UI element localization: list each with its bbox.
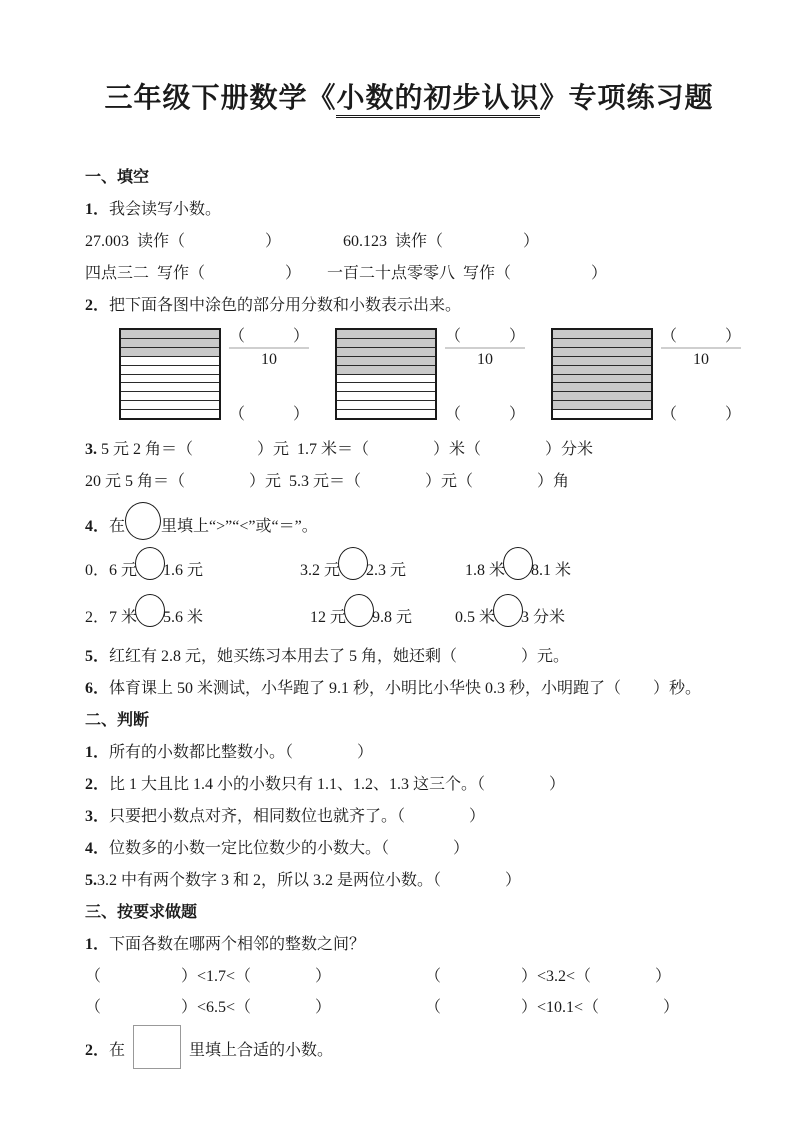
- judge-5-number: 5.: [85, 872, 97, 889]
- compare-item: [465, 547, 571, 594]
- q2-label: [85, 290, 733, 322]
- q4-pre: 在: [109, 518, 126, 535]
- q1-write-left: 四点三二 写作（ ）: [85, 265, 302, 282]
- shaded-grid-row: [121, 348, 219, 357]
- grid-3-denominator: 10: [693, 351, 710, 368]
- grid-row: [121, 375, 219, 384]
- answer-circle-icon: [503, 547, 533, 580]
- s3-q1-text: 下面各数在哪两个相邻的整数之间？: [109, 936, 366, 953]
- page-title: [85, 76, 733, 116]
- q3-line1: [85, 434, 733, 466]
- shaded-grid-row: [337, 348, 435, 357]
- grid-row: [121, 392, 219, 401]
- compare-item: [85, 594, 310, 641]
- answer-circle-icon: [344, 594, 374, 627]
- q1-label: [85, 194, 733, 226]
- q3-line2: [85, 466, 733, 498]
- s3-q2-pre: 在: [109, 1042, 126, 1059]
- q6-text: 体育课上 50 米测试，小华跑了 9.1 秒，小明比小华快 0.3 秒，小明跑了（ ）秒。: [109, 680, 702, 697]
- q5-number: 5．: [85, 648, 110, 665]
- q1-write-line: [85, 258, 733, 290]
- shaded-grid-row: [121, 330, 219, 339]
- grid-row: [553, 410, 651, 418]
- q4-number: 4．: [85, 518, 110, 535]
- compare-right: 9.8 元: [372, 609, 413, 626]
- shaded-grid-row: [337, 330, 435, 339]
- q2-number: 2．: [85, 297, 110, 314]
- between-blank: （ ）<3.2<（ ）: [425, 968, 672, 985]
- tenths-grid-1: [119, 328, 221, 420]
- judge-1-text: 所有的小数都比整数小。（ ）: [109, 744, 374, 761]
- shaded-grid-row: [553, 339, 651, 348]
- grid-2-fraction: [445, 328, 525, 369]
- shaded-grid-row: [553, 401, 651, 410]
- grid-2-numerator-blank: （ ）: [445, 328, 526, 345]
- q4-label: [85, 502, 733, 547]
- grid-row: [121, 410, 219, 418]
- fraction-bar: [445, 347, 525, 349]
- q2-text: 把下面各图中涂色的部分用分数和小数表示出来。: [109, 297, 462, 314]
- shaded-grid-row: [553, 330, 651, 339]
- grid-row: [337, 383, 435, 392]
- answer-box: [133, 1025, 181, 1069]
- compare-left: 2．7 米: [85, 609, 138, 626]
- grid-3-numerator-blank: （ ）: [661, 328, 742, 345]
- grid-row: [121, 383, 219, 392]
- grid-1-answers: [229, 328, 309, 424]
- s3-q1-number: 1．: [85, 936, 110, 953]
- section2-heading: 二、判断: [85, 712, 150, 729]
- grid-2-denominator: 10: [477, 351, 494, 368]
- judge-1-number: 1．: [85, 744, 110, 761]
- s3-q1-row-1: [85, 961, 733, 992]
- judge-4-text: 位数多的小数一定比位数少的小数大。（ ）: [109, 840, 470, 857]
- grid-row: [121, 366, 219, 375]
- q2-grid-figures: [119, 328, 742, 424]
- grid-row: [121, 401, 219, 410]
- fraction-bar: [229, 347, 309, 349]
- s3-q1-row-2: [85, 992, 733, 1023]
- grid-row: [337, 410, 435, 418]
- shaded-grid-row: [553, 392, 651, 401]
- judge-5-text: 3.2 中有两个数字 3 和 2，所以 3.2 是两位小数。（ ）: [97, 872, 522, 889]
- grid-figure-3: [551, 328, 741, 424]
- section1-heading: 一、填空: [85, 169, 150, 186]
- grid-2-decimal-blank: （ ）: [445, 406, 526, 423]
- compare-right: 5.6 米: [163, 609, 204, 626]
- grid-row: [337, 392, 435, 401]
- shaded-grid-row: [553, 366, 651, 375]
- title-post: 》专项练习题: [539, 83, 714, 114]
- q1-number: 1．: [85, 201, 110, 218]
- compare-left: 1.8 米: [465, 562, 506, 579]
- judge-item-1: [85, 737, 733, 769]
- judge-item-5: [85, 865, 733, 897]
- title-pre: 三年级下册数学《: [104, 83, 337, 114]
- compare-item: [300, 547, 465, 594]
- q1-read-right: 60.123 读作（ ）: [343, 233, 540, 250]
- grid-1-decimal-blank: （ ）: [229, 406, 310, 423]
- q3-line1-text: 5 元 2 角＝（ ）元 1.7 米＝（ ）米（ ）分米: [97, 441, 594, 458]
- q5-text: 红红有 2.8 元，她买练习本用去了 5 角，她还剩（ ）元。: [109, 648, 570, 665]
- judge-item-3: [85, 801, 733, 833]
- q3-line2-text: 20 元 5 角＝（ ）元 5.3 元＝（ ）元（ ）角: [85, 473, 570, 490]
- shaded-grid-row: [553, 348, 651, 357]
- fraction-bar: [661, 347, 741, 349]
- tenths-grid-2: [335, 328, 437, 420]
- q1-write-right: 一百二十点零零八 写作（ ）: [327, 265, 608, 282]
- between-blank: （ ）<1.7<（ ）: [85, 968, 332, 985]
- judge-4-number: 4．: [85, 840, 110, 857]
- compare-right: 1.6 元: [163, 562, 204, 579]
- judge-2-number: 2．: [85, 776, 110, 793]
- compare-left: 3.2 元: [300, 562, 341, 579]
- q6-number: 6．: [85, 680, 110, 697]
- grid-1-denominator: 10: [261, 351, 277, 368]
- q6-label: [85, 673, 733, 705]
- s3-q2-label: [85, 1025, 733, 1077]
- grid-3-answers: [661, 328, 741, 424]
- grid-row: [337, 375, 435, 384]
- shaded-grid-row: [337, 366, 435, 375]
- q4-post: 里填上“>”“<”或“＝”。: [161, 518, 318, 535]
- answer-circle-icon: [125, 502, 161, 540]
- compare-left: 12 元: [310, 609, 347, 626]
- answer-circle-icon: [338, 547, 368, 580]
- s3-q2-number: 2．: [85, 1042, 110, 1059]
- section3-heading: 三、按要求做题: [85, 904, 198, 921]
- judge-2-text: 比 1 大且比 1.4 小的小数只有 1.1、1.2、1.3 这三个。（ ）: [109, 776, 566, 793]
- grid-figure-2: [335, 328, 525, 424]
- grid-3-fraction: [661, 328, 741, 369]
- compare-item: [455, 594, 565, 641]
- compare-left: 0.5 米: [455, 609, 496, 626]
- q5-label: [85, 641, 733, 673]
- between-blank: （ ）<10.1<（ ）: [425, 999, 680, 1016]
- shaded-grid-row: [121, 339, 219, 348]
- grid-row: [337, 401, 435, 410]
- grid-figure-1: [119, 328, 309, 424]
- grid-2-answers: [445, 328, 525, 424]
- answer-circle-icon: [493, 594, 523, 627]
- between-blank: （ ）<6.5<（ ）: [85, 999, 332, 1016]
- shaded-grid-row: [553, 357, 651, 366]
- grid-row: [121, 357, 219, 366]
- title-underlined-topic: 小数的初步认识: [336, 83, 539, 118]
- q1-text: 我会读写小数。: [109, 201, 222, 218]
- s3-q1-label: [85, 929, 733, 961]
- compare-right: 8.1 米: [531, 562, 572, 579]
- q3-number: 3.: [85, 441, 97, 458]
- judge-3-number: 3．: [85, 808, 110, 825]
- answer-circle-icon: [135, 547, 165, 580]
- compare-left: 0．6 元: [85, 562, 138, 579]
- judge-3-text: 只要把小数点对齐，相同数位也就齐了。（ ）: [109, 808, 486, 825]
- tenths-grid-3: [551, 328, 653, 420]
- q1-read-left: 27.003 读作（ ）: [85, 233, 282, 250]
- q4-compare-row-2: [85, 594, 733, 641]
- answer-circle-icon: [135, 594, 165, 627]
- grid-1-fraction: [229, 328, 309, 369]
- q4-compare-row-1: [85, 547, 733, 594]
- judge-item-2: [85, 769, 733, 801]
- s3-q2-post: 里填上合适的小数。: [189, 1042, 334, 1059]
- compare-item: [310, 594, 455, 641]
- shaded-grid-row: [337, 357, 435, 366]
- compare-right: 3 分米: [521, 609, 566, 626]
- compare-right: 2.3 元: [366, 562, 407, 579]
- compare-item: [85, 547, 300, 594]
- shaded-grid-row: [337, 339, 435, 348]
- q1-read-line: [85, 226, 733, 258]
- judge-item-4: [85, 833, 733, 865]
- grid-3-decimal-blank: （ ）: [661, 406, 742, 423]
- grid-1-numerator-blank: （ ）: [229, 328, 310, 345]
- shaded-grid-row: [553, 375, 651, 384]
- shaded-grid-row: [553, 383, 651, 392]
